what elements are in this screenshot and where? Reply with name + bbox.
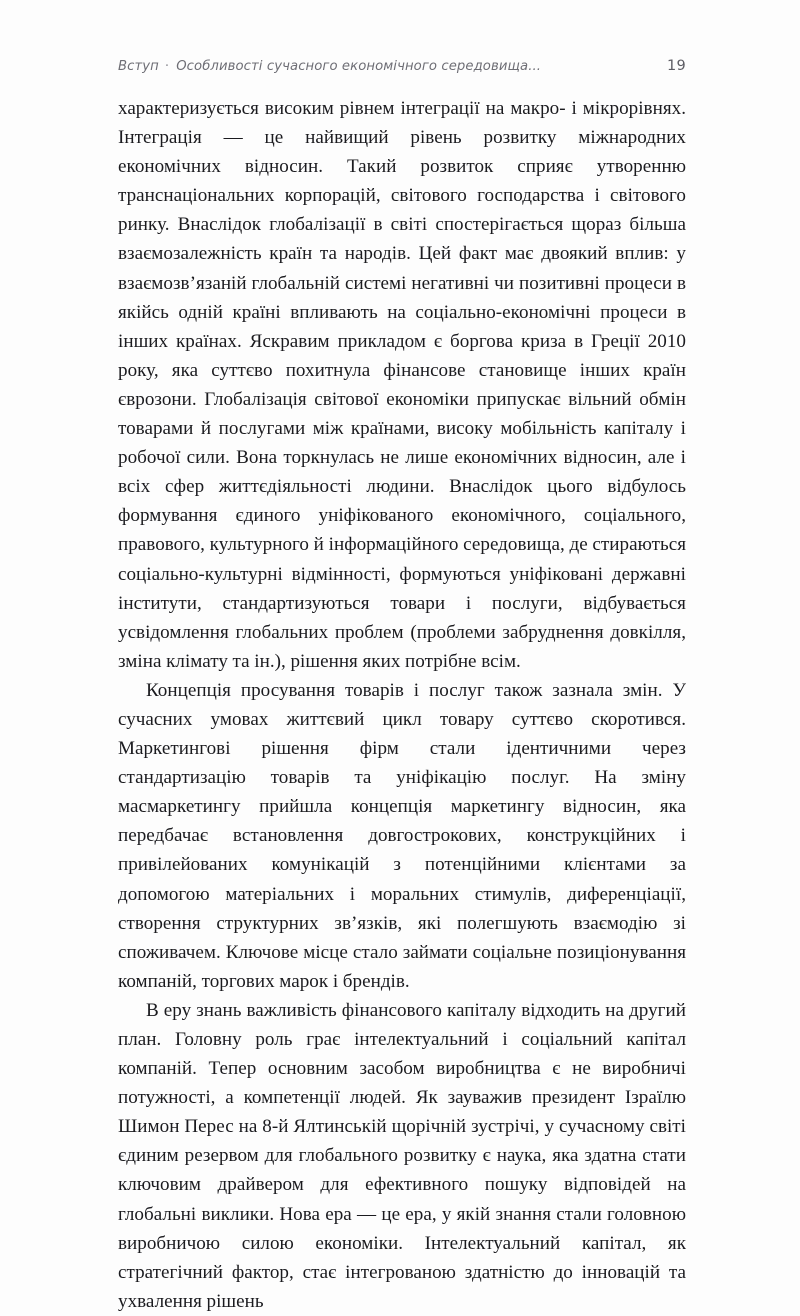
body-text-block (118, 94, 686, 1316)
page-number: 19 (666, 58, 686, 74)
running-head (118, 58, 686, 74)
body-paragraph: В еру знань важливість фінансового капіталу відходить на другий план. Головну роль грає інтелектуальний і соціальний капітал компаній. Тепер основним засобом виробництва є не виробничі потужності, а компетенції людей. Як зауважив президент Ізраїлю Шимон Перес на 8-й Ялтинській щорічній зустрічі, у сучасному світі єдиним резервом для глобального розвитку є наука, яка здатна стати ключовим драйвером для ефективного пошуку відповідей на глобальні виклики. Нова ера — це ера, у якій знання стали головною виробничою силою економіки. Інтелектуальний капітал, як стратегічний фактор, стає інтегрованою здатністю до інновацій та ухвалення рішень (118, 999, 686, 1312)
running-head-left (118, 59, 541, 74)
running-head-separator-icon: · (164, 59, 170, 74)
running-head-section: Вступ (118, 59, 159, 74)
running-head-title: Особливості сучасного економічного середовища... (176, 59, 542, 74)
body-paragraph: Концепція просування товарів і послуг також зазнала змін. У сучасних умовах життєвий цикл товару суттєво скоротився. Маркетингові рішення фірм стали ідентичними через стандартизацію товарів та уніфікацію послуг. На зміну масмаркетингу прийшла концепція маркетингу відносин, яка передбачає встановлення довгострокових, конструкційних і привілейованих комунікацій з потенційними клієнтами за допомогою матеріальних і моральних стимулів, диференціації, створення структурних зв’язків, які полегшують взаємодію зі споживачем. Ключове місце стало займати соціальне позиціонування компаній, торгових марок і брендів. (118, 679, 686, 992)
body-paragraph: характеризується високим рівнем інтеграції на макро- і мікрорівнях. Інтеграція — це найвищий рівень розвитку міжнародних економічних відносин. Такий розвиток сприяє утворенню транснаціональних корпорацій, світового господарства і світового ринку. Внаслідок глобалізації в світі спостерігається щораз більша взаємозалежність країн та народів. Цей факт має двоякий вплив: у взаємозв’язаній глобальній системі негативні чи позитивні процеси в якійсь одній країні впливають на соціально-економічні процеси в інших країнах. Яскравим прикладом є боргова криза в Греції 2010 року, яка суттєво похитнула фінансове становище інших країн єврозони. Глобалізація світової економіки припускає вільний обмін товарами й послугами між країнами, високу мобільність капіталу і робочої сили. Вона торкнулась не лише економічних відносин, але і всіх сфер життєдіяльності людини. Внаслідок цього відбулось формування єдиного уніфікованого економічного, соціального, правового, культурного й інформаційного середовища, де стираються соціально-культурні відмінності, формуються уніфіковані державні інститути, стандартизуються товари і послуги, відбувається усвідомлення глобальних проблем (проблеми забруднення довкілля, зміна клімату та ін.), рішення яких потрібне всім. (118, 98, 686, 672)
